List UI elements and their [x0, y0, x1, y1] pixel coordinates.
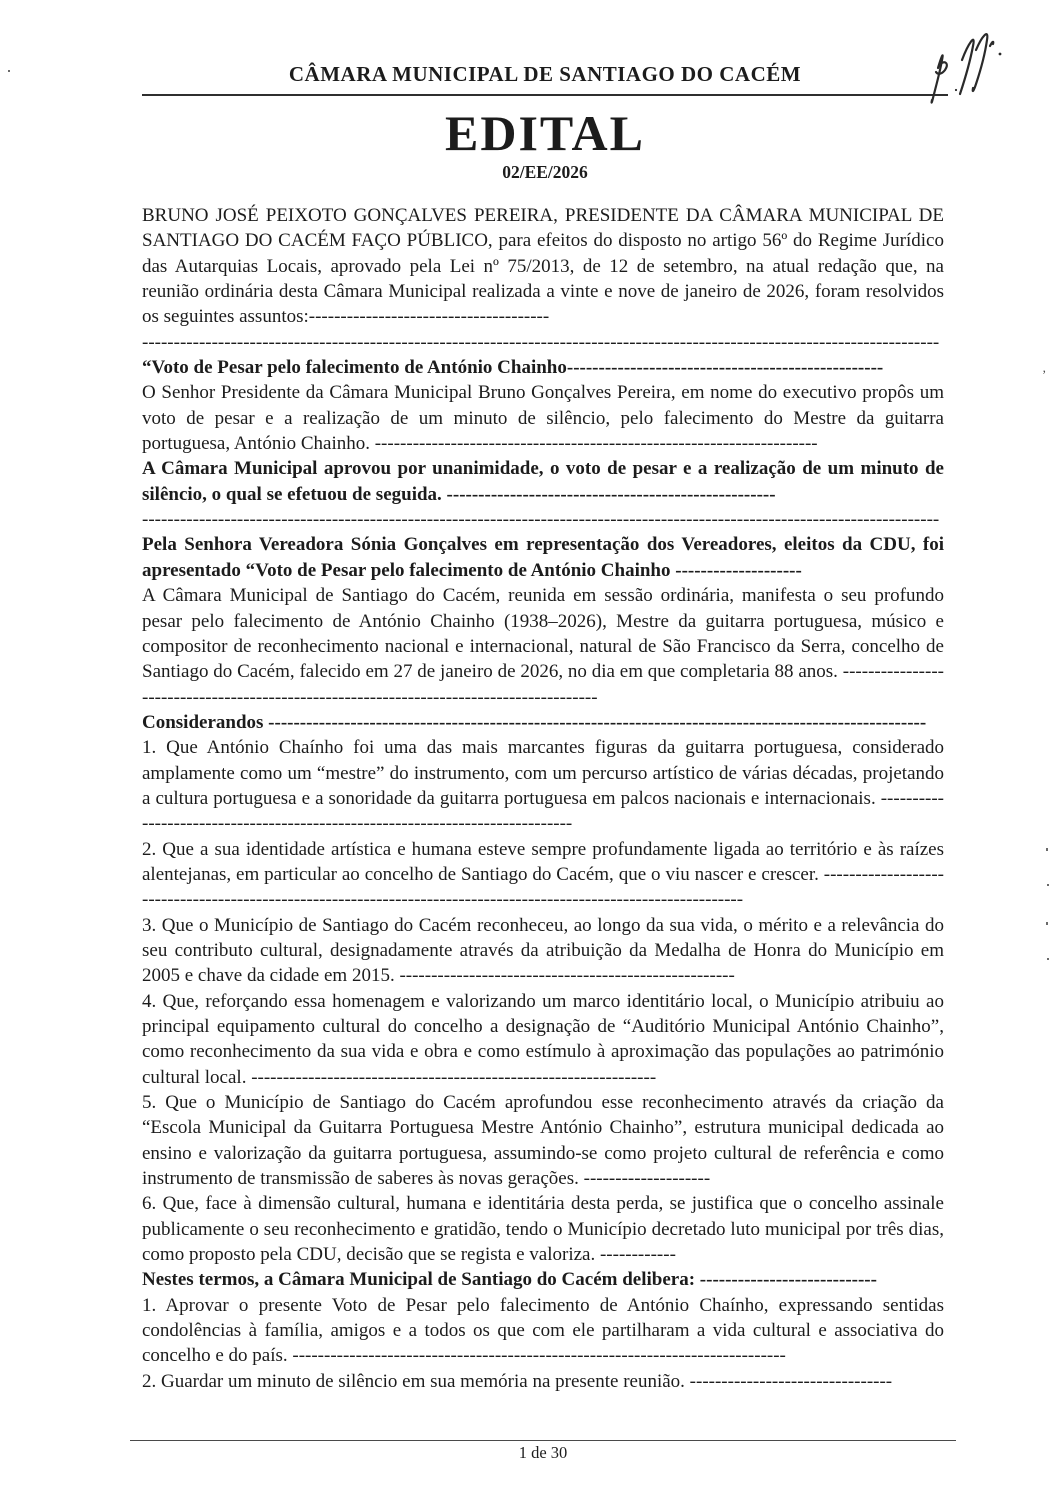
handwritten-initials-mark [916, 20, 1026, 115]
document-title: EDITAL [444, 105, 645, 161]
considerando-item-6: 6. Que, face à dimensão cultural, humana e identitária desta perda, se justifica que o concelho assinale publicamente o seu reconhecimento e gratidão, tendo o Município decretado luto municipal por três dias, como proposto pela CDU, decisão que se regista e valoriza. ------------ [142, 1193, 944, 1266]
scan-artifact [1046, 848, 1048, 851]
scan-artifact [1046, 922, 1048, 925]
heading-voto-pesar: “Voto de Pesar pelo falecimento de António Chainho-------------------------------------------------- [142, 357, 884, 379]
paragraph: O Senhor Presidente da Câmara Municipal Bruno Gonçalves Pereira, em nome do executivo propôs um voto de pesar e a realização de um minuto de silêncio, pelo falecimento do Mestre da guitarra portuguesa, António Chainho. ---------------------------------------------------------------------- [142, 382, 944, 455]
separator-line: ------------------------------------------------------------------------------------------------------------------------------ [142, 509, 940, 531]
scan-artifact [8, 70, 10, 72]
scan-artifact [1047, 884, 1049, 886]
separator-line: ------------------------------------------------------------------------------------------------------------------------------ [142, 331, 940, 353]
scan-artifact: ʼ [1042, 367, 1047, 382]
heading-delibera: Nestes termos, a Câmara Municipal de Santiago do Cacém delibera: ---------------------------- [142, 1269, 877, 1291]
considerando-item-4: 4. Que, reforçando essa homenagem e valorizando um marco identitário local, o Município atribuiu ao principal equipamento cultural do concelho a designação de “Auditório Municipal António Chainho”, como reconhecimento da sua vida e obra e como estímulo à aproximação das populações ao património cultural local. ---------------------------------------------------------------- [142, 990, 944, 1088]
heading-voto-pesar-cdu: Pela Senhora Vereadora Sónia Gonçalves em representação dos Vereadores, eleitos da CDU, foi apresentado “Voto de Pesar pelo falecimento de António Chainho -------------------- [142, 534, 944, 581]
document-body [142, 203, 944, 1394]
deliberation-result: A Câmara Municipal aprovou por unanimidade, o voto de pesar e a realização de um minuto de silêncio, o qual se efetuou de seguida. ---------------------------------------------------- [142, 458, 944, 505]
delibera-item-2: 2. Guardar um minuto de silêncio em sua memória na presente reunião. -------------------------------- [142, 1370, 893, 1392]
document-reference: 02/EE/2026 [502, 162, 588, 182]
considerando-item-1: 1. Que António Chaínho foi uma das mais marcantes figuras da guitarra portuguesa, considerado amplamente como um “mestre” do instrumento, com um percurso artístico de várias décadas, projetando a cultura portuguesa e a sonoridade da guitarra portuguesa em palcos nacionais e internacionais. ------------------------------------------------------------------------------ [142, 737, 944, 835]
considerando-item-2: 2. Que a sua identidade artística e humana esteve sempre profundamente ligada ao território e às raízes alentejanas, em particular ao concelho de Santiago do Cacém, que o viu nascer e crescer. ------------------------------------------------------------------------------------------------------------------ [142, 838, 944, 911]
scan-artifact [1047, 958, 1049, 960]
considerando-item-5: 5. Que o Município de Santiago do Cacém aprofundou esse reconhecimento através da criação da “Escola Municipal da Guitarra Portuguesa Mestre António Chainho”, estrutura municipal dedicada ao ensino e valorização da guitarra portuguesa, assumindo-se como projeto cultural de referência e como instrumento de transmissão de saberes às novas gerações. -------------------- [142, 1092, 944, 1190]
heading-considerandos: Considerandos -------------------------------------------------------------------------------------------------------- [142, 711, 927, 733]
considerando-item-3: 3. Que o Município de Santiago do Cacém reconheceu, ao longo da sua vida, o mérito e a relevância do seu contributo cultural, designadamente através da atribuição da Medalha de Honra do Município em 2005 e chave da cidade em 2015. ----------------------------------------------------- [142, 914, 944, 987]
opening-paragraph: BRUNO JOSÉ PEIXOTO GONÇALVES PEREIRA, PRESIDENTE DA CÂMARA MUNICIPAL DE SANTIAGO DO CACÉM FAÇO PÚBLICO, para efeitos do disposto no artigo 56º do Regime Jurídico das Autarquias Locais, aprovado pela Lei nº 75/2013, de 12 de setembro, na atual redação que, na reunião ordinária desta Câmara Municipal realizada a vinte e nove de janeiro de 2026, foram resolvidos os seguintes assuntos:-------------------------------------- [142, 205, 944, 328]
organization-header: CÂMARA MUNICIPAL DE SANTIAGO DO CACÉM [142, 62, 948, 96]
paragraph: A Câmara Municipal de Santiago do Cacém, reunida em sessão ordinária, manifesta o seu profundo pesar pelo falecimento de António Chainho (1938–2026), Mestre da guitarra portuguesa, músico e compositor de reconhecimento nacional e internacional, natural de São Francisco da Serra, concelho de Santiago do Cacém, falecido em 27 de janeiro de 2026, no dia em que completaria 88 anos. ---------------------------------------------------------------------------------------- [142, 585, 944, 708]
page-footer [130, 1440, 956, 1463]
page-number: 1 de 30 [518, 1443, 568, 1462]
delibera-item-1: 1. Aprovar o presente Voto de Pesar pelo falecimento de António Chaínho, expressando sentidas condolências à família, amigos e a todos os que com ele partilharam a vida cultural e associativa do concelho e do país. ------------------------------------------------------------------------------ [142, 1294, 944, 1367]
